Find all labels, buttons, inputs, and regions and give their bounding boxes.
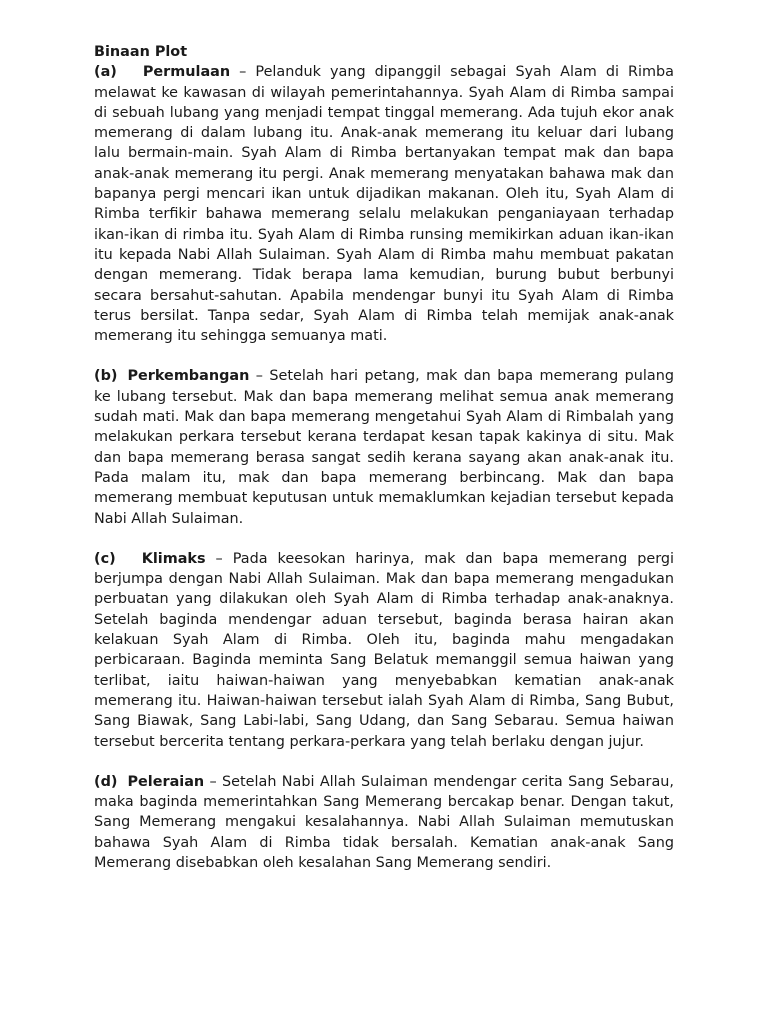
section-title: Peleraian (127, 773, 205, 790)
section-permulaan (94, 62, 674, 346)
section-body: – Setelah hari petang, mak dan bapa memerang pulang ke lubang tersebut. Mak dan bapa memerang melihat semua anak memerang sudah mati. Mak dan bapa memerang mengetahui Syah Alam di Rimbalah yang melakukan perkara tersebut kerana terdapat kesan tapak kakinya di situ. Mak dan bapa memerang berasa sangat sedih kerana sayang akan anak-anak itu. Pada malam itu, mak dan bapa memerang berbincang. Mak dan bapa memerang membuat keputusan untuk memaklumkan kejadian tersebut kepada Nabi Allah Sulaiman. (94, 368, 674, 527)
section-marker: (c) (94, 550, 116, 567)
section-title: Perkembangan (127, 368, 250, 385)
section-marker: (b) (94, 368, 118, 385)
section-body: – Setelah Nabi Allah Sulaiman mendengar cerita Sang Sebarau, maka baginda memerintahkan Sang Memerang bercakap benar. Dengan takut, Sang Memerang mengakui kesalahannya. Nabi Allah Sulaiman memutuskan bahawa Syah Alam di Rimba tidak bersalah. Kematian anak-anak Sang Memerang disebabkan oleh kesalahan Sang Memerang sendiri. (94, 773, 674, 871)
section-body: – Pada keesokan harinya, mak dan bapa memerang pergi berjumpa dengan Nabi Allah Sulaiman. Mak dan bapa memerang mengadukan perbuatan yang dilakukan oleh Syah Alam di Rimba terhadap anak-anaknya. Setelah baginda mendengar aduan tersebut, baginda berasa hairan akan kelakuan Syah Alam di Rimba. Oleh itu, baginda mahu mengadakan perbicaraan. Baginda meminta Sang Belatuk memanggil semua haiwan yang terlibat, iaitu haiwan-haiwan yang menyebabkan kematian anak-anak memerang itu. Haiwan-haiwan tersebut ialah Syah Alam di Rimba, Sang Bubut, Sang Biawak, Sang Labi-labi, Sang Udang, dan Sang Sebarau. Semua haiwan tersebut bercerita tentang perkara-perkara yang telah berlaku dengan jujur. (94, 550, 674, 750)
document-page (94, 42, 674, 893)
section-klimaks (94, 549, 674, 752)
document-heading: Binaan Plot (94, 44, 188, 60)
section-peleraian (94, 772, 674, 873)
section-title: Permulaan (142, 64, 231, 81)
section-marker: (a) (94, 64, 117, 81)
section-body: – Pelanduk yang dipanggil sebagai Syah Alam di Rimba melawat ke kawasan di wilayah pemerintahannya. Syah Alam di Rimba sampai di sebuah lubang yang menjadi tempat tinggal memerang. Ada tujuh ekor anak memerang di dalam lubang itu. Anak-anak memerang itu keluar dari lubang lalu bermain-main. Syah Alam di Rimba bertanyakan tempat mak dan bapa anak-anak memerang itu pergi. Anak memerang menyatakan bahawa mak dan bapanya pergi mencari ikan untuk dijadikan makanan. Oleh itu, Syah Alam di Rimba terfikir bahawa memerang selalu melakukan penganiayaan terhadap ikan-ikan di rimba itu. Syah Alam di Rimba runsing memikirkan aduan ikan-ikan itu kepada Nabi Allah Sulaiman. Syah Alam di Rimba mahu membuat pakatan dengan memerang. Tidak berapa lama kemudian, burung bubut berbunyi secara bersahut-sahutan. Apabila mendengar bunyi itu Syah Alam di Rimba terus bersilat. Tanpa sedar, Syah Alam di Rimba telah memijak anak-anak memerang itu sehingga semuanya mati. (94, 64, 674, 345)
section-title: Klimaks (141, 550, 206, 567)
section-marker: (d) (94, 773, 118, 790)
section-perkembangan (94, 366, 674, 528)
